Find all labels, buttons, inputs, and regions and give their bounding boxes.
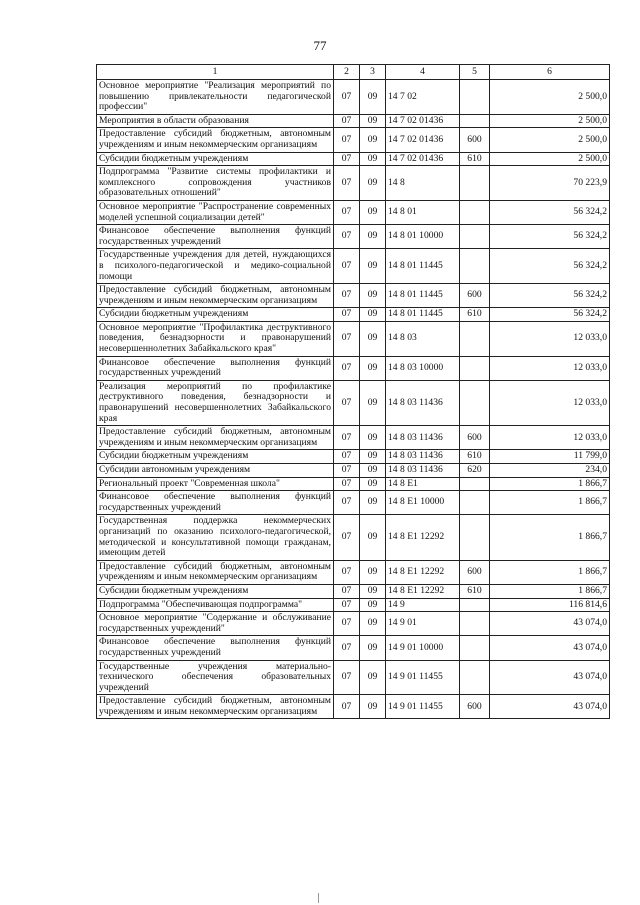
item-name: Реализация мероприятий по профилактике деструктивного поведения, безнадзорности и правонарушений несовершеннолетних Забайкальского края (97, 380, 334, 425)
subsection-code: 09 (360, 450, 386, 464)
item-name: Мероприятия в области образования (97, 114, 334, 128)
item-name: Субсидии автономным учреждениям (97, 464, 334, 478)
subsection-code: 09 (360, 166, 386, 201)
expense-type-code (460, 491, 490, 515)
column-header: 5 (460, 65, 490, 80)
target-article-code: 14 7 02 (386, 80, 460, 115)
expense-type-code (460, 321, 490, 356)
table-row (97, 598, 610, 612)
target-article-code: 14 8 E1 12292 (386, 515, 460, 560)
subsection-code: 09 (360, 477, 386, 491)
item-name: Государственная поддержка некоммерческих организаций по оказанию психолого-педагогической, методической и консультативной помощи гражданам, имеющим детей (97, 515, 334, 560)
target-article-code: 14 9 01 (386, 612, 460, 636)
subsection-code: 09 (360, 284, 386, 308)
target-article-code: 14 8 (386, 166, 460, 201)
expense-type-code (460, 515, 490, 560)
page-number: 77 (313, 38, 327, 53)
expense-type-code: 600 (460, 560, 490, 584)
amount: 2 500,0 (490, 80, 610, 115)
item-name: Государственные учреждения материально-технического обеспечения образовательных учреждений (97, 660, 334, 695)
section-code: 07 (334, 584, 360, 598)
section-code: 07 (334, 612, 360, 636)
item-name: Субсидии бюджетным учреждениям (97, 584, 334, 598)
expense-type-code (460, 225, 490, 249)
amount: 2 500,0 (490, 128, 610, 152)
item-name: Финансовое обеспечение выполнения функций государственных учреждений (97, 636, 334, 660)
expense-type-code (460, 114, 490, 128)
subsection-code: 09 (360, 584, 386, 598)
subsection-code: 09 (360, 612, 386, 636)
section-code: 07 (334, 477, 360, 491)
target-article-code: 14 8 01 11445 (386, 284, 460, 308)
table-row (97, 166, 610, 201)
section-code: 07 (334, 114, 360, 128)
amount: 1 866,7 (490, 584, 610, 598)
subsection-code: 09 (360, 380, 386, 425)
amount: 11 799,0 (490, 450, 610, 464)
section-code: 07 (334, 598, 360, 612)
column-header: 3 (360, 65, 386, 80)
table-row (97, 450, 610, 464)
section-code: 07 (334, 560, 360, 584)
amount: 70 223,9 (490, 166, 610, 201)
amount: 43 074,0 (490, 636, 610, 660)
expense-type-code: 600 (460, 426, 490, 450)
table-row (97, 464, 610, 478)
target-article-code: 14 8 01 10000 (386, 225, 460, 249)
target-article-code: 14 9 01 10000 (386, 636, 460, 660)
expense-type-code (460, 249, 490, 284)
amount: 56 324,2 (490, 284, 610, 308)
item-name: Государственные учреждения для детей, нуждающихся в психолого-педагогической и медико-социальной помощи (97, 249, 334, 284)
expense-type-code (460, 380, 490, 425)
table-row (97, 584, 610, 598)
subsection-code: 09 (360, 491, 386, 515)
item-name: Предоставление субсидий бюджетным, автономным учреждениям и иным некоммерческим организациям (97, 560, 334, 584)
item-name: Основное мероприятие "Содержание и обслуживание государственных учреждений" (97, 612, 334, 636)
section-code: 07 (334, 491, 360, 515)
item-name: Предоставление субсидий бюджетным, автономным учреждениям и иным некоммерческим организациям (97, 695, 334, 719)
item-name: Субсидии бюджетным учреждениям (97, 450, 334, 464)
target-article-code: 14 9 (386, 598, 460, 612)
table-row (97, 114, 610, 128)
section-code: 07 (334, 249, 360, 284)
expense-type-code (460, 200, 490, 224)
table-row (97, 152, 610, 166)
item-name: Основное мероприятие "Профилактика деструктивного поведения, безнадзорности и правонарушений несовершеннолетних Забайкальского края" (97, 321, 334, 356)
amount: 43 074,0 (490, 660, 610, 695)
item-name: Субсидии бюджетным учреждениям (97, 152, 334, 166)
section-code: 07 (334, 225, 360, 249)
item-name: Предоставление субсидий бюджетным, автономным учреждениям и иным некоммерческим организациям (97, 426, 334, 450)
subsection-code: 09 (360, 560, 386, 584)
amount: 12 033,0 (490, 321, 610, 356)
amount: 1 866,7 (490, 477, 610, 491)
amount: 2 500,0 (490, 114, 610, 128)
subsection-code: 09 (360, 225, 386, 249)
table-row (97, 128, 610, 152)
item-name: Субсидии бюджетным учреждениям (97, 308, 334, 322)
target-article-code: 14 8 01 (386, 200, 460, 224)
section-code: 07 (334, 128, 360, 152)
item-name: Региональный проект "Современная школа" (97, 477, 334, 491)
subsection-code: 09 (360, 695, 386, 719)
table-row (97, 636, 610, 660)
section-code: 07 (334, 166, 360, 201)
expense-type-code: 600 (460, 695, 490, 719)
target-article-code: 14 8 03 (386, 321, 460, 356)
section-code: 07 (334, 200, 360, 224)
table-row (97, 200, 610, 224)
target-article-code: 14 8 01 11445 (386, 249, 460, 284)
table-row (97, 612, 610, 636)
expense-type-code (460, 166, 490, 201)
section-code: 07 (334, 464, 360, 478)
section-code: 07 (334, 515, 360, 560)
expense-type-code: 620 (460, 464, 490, 478)
column-header: 2 (334, 65, 360, 80)
table-row (97, 477, 610, 491)
expense-type-code: 610 (460, 584, 490, 598)
amount: 2 500,0 (490, 152, 610, 166)
subsection-code: 09 (360, 598, 386, 612)
table-row (97, 515, 610, 560)
target-article-code: 14 8 E1 12292 (386, 560, 460, 584)
amount: 1 866,7 (490, 515, 610, 560)
item-name: Предоставление субсидий бюджетным, автономным учреждениям и иным некоммерческим организациям (97, 284, 334, 308)
column-header: 4 (386, 65, 460, 80)
subsection-code: 09 (360, 515, 386, 560)
subsection-code: 09 (360, 114, 386, 128)
amount: 56 324,2 (490, 225, 610, 249)
table-body (97, 80, 610, 719)
subsection-code: 09 (360, 356, 386, 380)
amount: 234,0 (490, 464, 610, 478)
expense-type-code: 610 (460, 152, 490, 166)
expense-type-code (460, 477, 490, 491)
amount: 12 033,0 (490, 426, 610, 450)
budget-table (96, 64, 610, 719)
amount: 12 033,0 (490, 380, 610, 425)
section-code: 07 (334, 380, 360, 425)
amount: 12 033,0 (490, 356, 610, 380)
table-row (97, 426, 610, 450)
scan-mark (318, 893, 319, 903)
expense-type-code (460, 598, 490, 612)
expense-type-code: 600 (460, 284, 490, 308)
target-article-code: 14 8 E1 12292 (386, 584, 460, 598)
target-article-code: 14 8 E1 (386, 477, 460, 491)
amount: 56 324,2 (490, 249, 610, 284)
table-row (97, 308, 610, 322)
table-row (97, 356, 610, 380)
target-article-code: 14 7 02 01436 (386, 114, 460, 128)
subsection-code: 09 (360, 321, 386, 356)
table-row (97, 380, 610, 425)
subsection-code: 09 (360, 80, 386, 115)
item-name: Финансовое обеспечение выполнения функций государственных учреждений (97, 225, 334, 249)
target-article-code: 14 8 03 11436 (386, 450, 460, 464)
target-article-code: 14 8 03 11436 (386, 464, 460, 478)
table-row (97, 284, 610, 308)
expense-type-code (460, 636, 490, 660)
target-article-code: 14 8 03 11436 (386, 426, 460, 450)
section-code: 07 (334, 308, 360, 322)
subsection-code: 09 (360, 426, 386, 450)
expense-type-code: 600 (460, 128, 490, 152)
item-name: Основное мероприятие "Распространение современных моделей успешной социализации детей" (97, 200, 334, 224)
amount: 116 814,6 (490, 598, 610, 612)
expense-type-code: 610 (460, 308, 490, 322)
table-row (97, 491, 610, 515)
column-header: 1 (97, 65, 334, 80)
section-code: 07 (334, 80, 360, 115)
amount: 1 866,7 (490, 560, 610, 584)
item-name: Основное мероприятие "Реализация мероприятий по повышению привлекательности педагогической профессии" (97, 80, 334, 115)
section-code: 07 (334, 284, 360, 308)
table-row (97, 660, 610, 695)
item-name: Финансовое обеспечение выполнения функций государственных учреждений (97, 491, 334, 515)
expense-type-code (460, 612, 490, 636)
section-code: 07 (334, 660, 360, 695)
target-article-code: 14 8 E1 10000 (386, 491, 460, 515)
amount: 43 074,0 (490, 612, 610, 636)
target-article-code: 14 7 02 01436 (386, 152, 460, 166)
subsection-code: 09 (360, 200, 386, 224)
section-code: 07 (334, 356, 360, 380)
target-article-code: 14 8 03 10000 (386, 356, 460, 380)
expense-type-code (460, 80, 490, 115)
expense-type-code (460, 356, 490, 380)
table-row (97, 225, 610, 249)
target-article-code: 14 8 01 11445 (386, 308, 460, 322)
section-code: 07 (334, 152, 360, 166)
subsection-code: 09 (360, 308, 386, 322)
target-article-code: 14 9 01 11455 (386, 695, 460, 719)
section-code: 07 (334, 321, 360, 356)
table-row (97, 695, 610, 719)
column-header: 6 (490, 65, 610, 80)
subsection-code: 09 (360, 128, 386, 152)
table-row (97, 80, 610, 115)
table-row (97, 321, 610, 356)
table-row (97, 560, 610, 584)
subsection-code: 09 (360, 152, 386, 166)
target-article-code: 14 8 03 11436 (386, 380, 460, 425)
target-article-code: 14 9 01 11455 (386, 660, 460, 695)
item-name: Финансовое обеспечение выполнения функций государственных учреждений (97, 356, 334, 380)
amount: 43 074,0 (490, 695, 610, 719)
section-code: 07 (334, 636, 360, 660)
expense-type-code: 610 (460, 450, 490, 464)
expense-type-code (460, 660, 490, 695)
section-code: 07 (334, 450, 360, 464)
section-code: 07 (334, 426, 360, 450)
table-row (97, 249, 610, 284)
subsection-code: 09 (360, 636, 386, 660)
item-name: Предоставление субсидий бюджетным, автономным учреждениям и иным некоммерческим организациям (97, 128, 334, 152)
subsection-code: 09 (360, 660, 386, 695)
section-code: 07 (334, 695, 360, 719)
subsection-code: 09 (360, 249, 386, 284)
target-article-code: 14 7 02 01436 (386, 128, 460, 152)
amount: 56 324,2 (490, 308, 610, 322)
subsection-code: 09 (360, 464, 386, 478)
item-name: Подпрограмма "Обеспечивающая подпрограмма" (97, 598, 334, 612)
amount: 1 866,7 (490, 491, 610, 515)
header-row (97, 65, 610, 80)
amount: 56 324,2 (490, 200, 610, 224)
item-name: Подпрограмма "Развитие системы профилактики и комплексного сопровождения участников образовательных отношений" (97, 166, 334, 201)
